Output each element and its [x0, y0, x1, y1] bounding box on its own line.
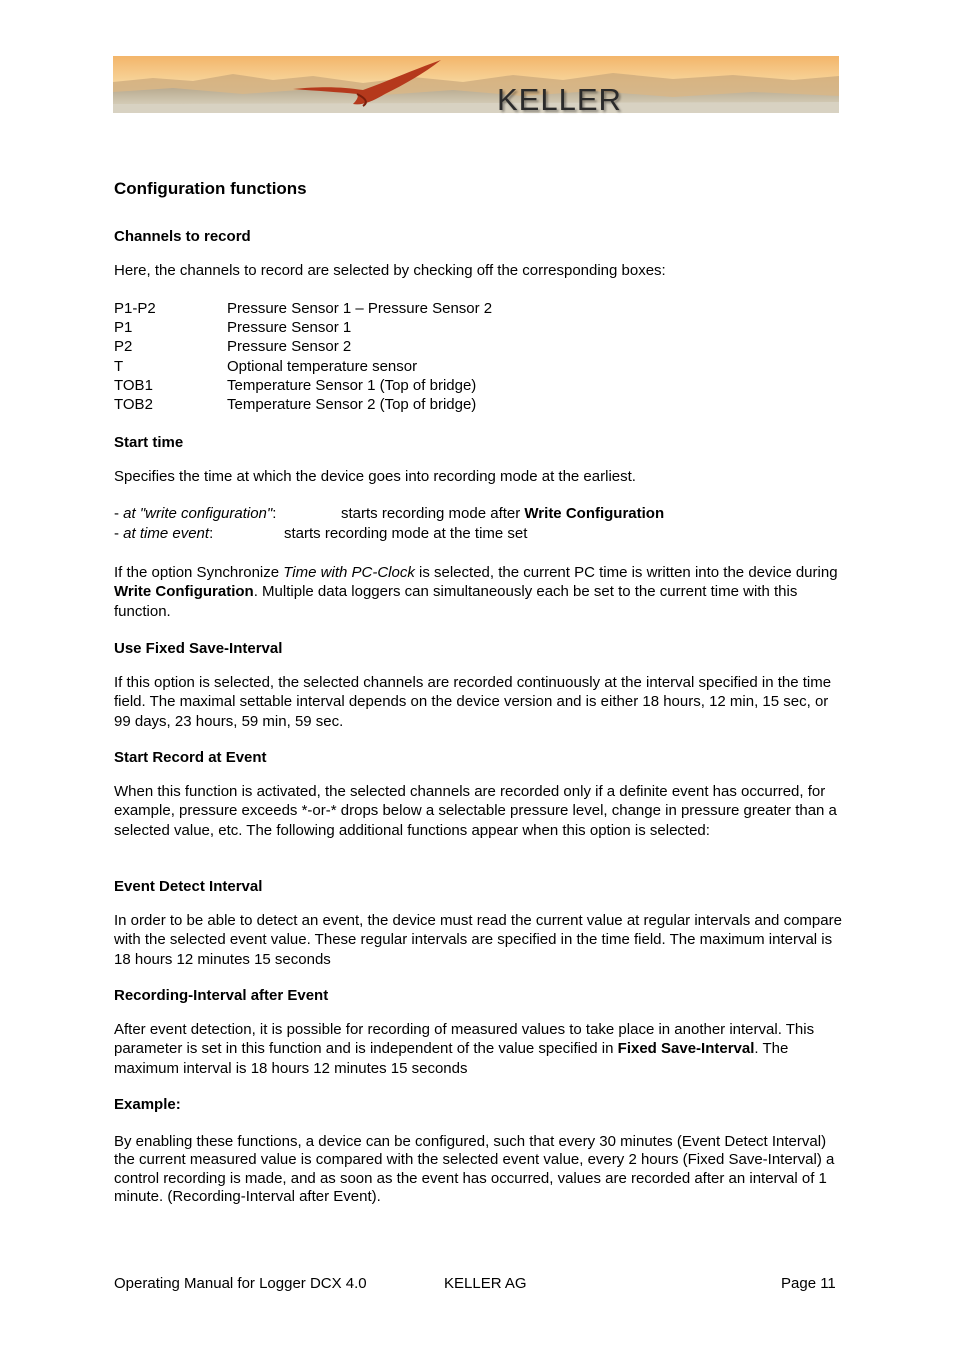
bold-run: Write Configuration [114, 583, 254, 601]
bold-run: Fixed Save-Interval [617, 1040, 755, 1058]
heading-fixed-interval: Use Fixed Save-Interval [114, 640, 283, 657]
option-bold: Write Configuration [524, 505, 665, 522]
channel-code: T [114, 358, 124, 375]
channel-desc: Temperature Sensor 2 (Top of bridge) [227, 396, 477, 413]
channel-code: TOB1 [114, 377, 153, 394]
channel-desc: Pressure Sensor 1 – Pressure Sensor 2 [227, 300, 493, 317]
text-run: . Multiple data loggers can simultaneously each be set to the current time with this function. [114, 583, 798, 620]
keller-logo: KELLER [497, 82, 622, 117]
channel-desc: Optional temperature sensor [227, 358, 418, 375]
start-option-time-event [114, 525, 528, 542]
channel-desc: Temperature Sensor 1 (Top of bridge) [227, 377, 477, 394]
start-time-intro: Specifies the time at which the device goes into recording mode at the earliest. [114, 468, 636, 485]
heading-recording-interval: Recording-Interval after Event [114, 987, 329, 1004]
text-run: . The maximum interval is 18 hours 12 minutes 15 seconds [114, 1040, 789, 1077]
channel-desc: Pressure Sensor 1 [227, 319, 352, 336]
sync-paragraph [114, 563, 844, 621]
option-dash: - [114, 505, 124, 522]
option-description: starts recording mode at the time set [284, 525, 528, 542]
event-detect-text: In order to be able to detect an event, the device must read the current value at regular intervals and compare with the selected event value. These regular intervals are specified in the time field. The maximum interval is 18 hours 12 minutes 15 seconds [114, 912, 842, 968]
heading-start-record: Start Record at Event [114, 749, 267, 766]
text-run: After event detection, it is possible for recording of measured values to take place in another interval. This parameter is set in this function and is independent of the value specified in [114, 1021, 815, 1058]
text-run: is selected, the current PC time is written into the device during [414, 564, 838, 581]
start-option-write-config [114, 505, 665, 522]
heading-event-detect: Event Detect Interval [114, 878, 263, 895]
option-description [341, 505, 664, 522]
channel-code: P1 [114, 319, 133, 336]
channel-code: P1-P2 [114, 300, 156, 317]
channel-desc: Pressure Sensor 2 [227, 338, 352, 355]
option-label: at "write configuration" [123, 505, 273, 522]
footer-manual-title: Operating Manual for Logger DCX 4.0 [114, 1275, 367, 1292]
footer-company: KELLER AG [444, 1275, 527, 1292]
header-banner [113, 56, 839, 113]
option-label: at time event [123, 525, 210, 542]
option-colon: : [272, 505, 277, 522]
channel-code: TOB2 [114, 396, 153, 413]
footer-page-number: Page 11 [781, 1275, 836, 1292]
option-colon: : [209, 525, 214, 542]
option-dash: - [114, 525, 124, 542]
start-record-text: When this function is activated, the selected channels are recorded only if a definite event has occurred, for example, pressure exceeds *-or-* drops below a selectable pressure level, change in pressure greater than a selected value, etc. The following additional functions appear when this option is selected: [114, 783, 837, 839]
text-run: If the option Synchronize [114, 564, 284, 581]
option-text: starts recording mode after [341, 505, 525, 522]
landscape-banner-image [113, 56, 839, 113]
channels-intro: Here, the channels to record are selected by checking off the corresponding boxes: [114, 262, 666, 279]
italic-run: Time with PC-Clock [283, 564, 415, 581]
fixed-interval-text: If this option is selected, the selected channels are recorded continuously at the interval specified in the time field. The maximal settable interval depends on the device version and is either 18 hours, 12 min, 15 sec, or 99 days, 23 hours, 59 min, 59 sec. [114, 674, 832, 730]
page-title: Configuration functions [114, 179, 307, 198]
heading-channels: Channels to record [114, 228, 251, 245]
heading-example: Example: [114, 1096, 181, 1113]
example-text: By enabling these functions, a device can be configured, such that every 30 minutes (Event Detect Interval) the current measured value is compared with the selected event value, every 2 hours (Fixed Save-Interval) a control recording is made, and as soon as the event has occurred, values are recorded after an interval of 1 minute. (Recording-Interval after Event). [114, 1133, 835, 1205]
channel-code: P2 [114, 338, 133, 355]
recording-interval-text [114, 1020, 844, 1078]
heading-start-time: Start time [114, 434, 184, 451]
